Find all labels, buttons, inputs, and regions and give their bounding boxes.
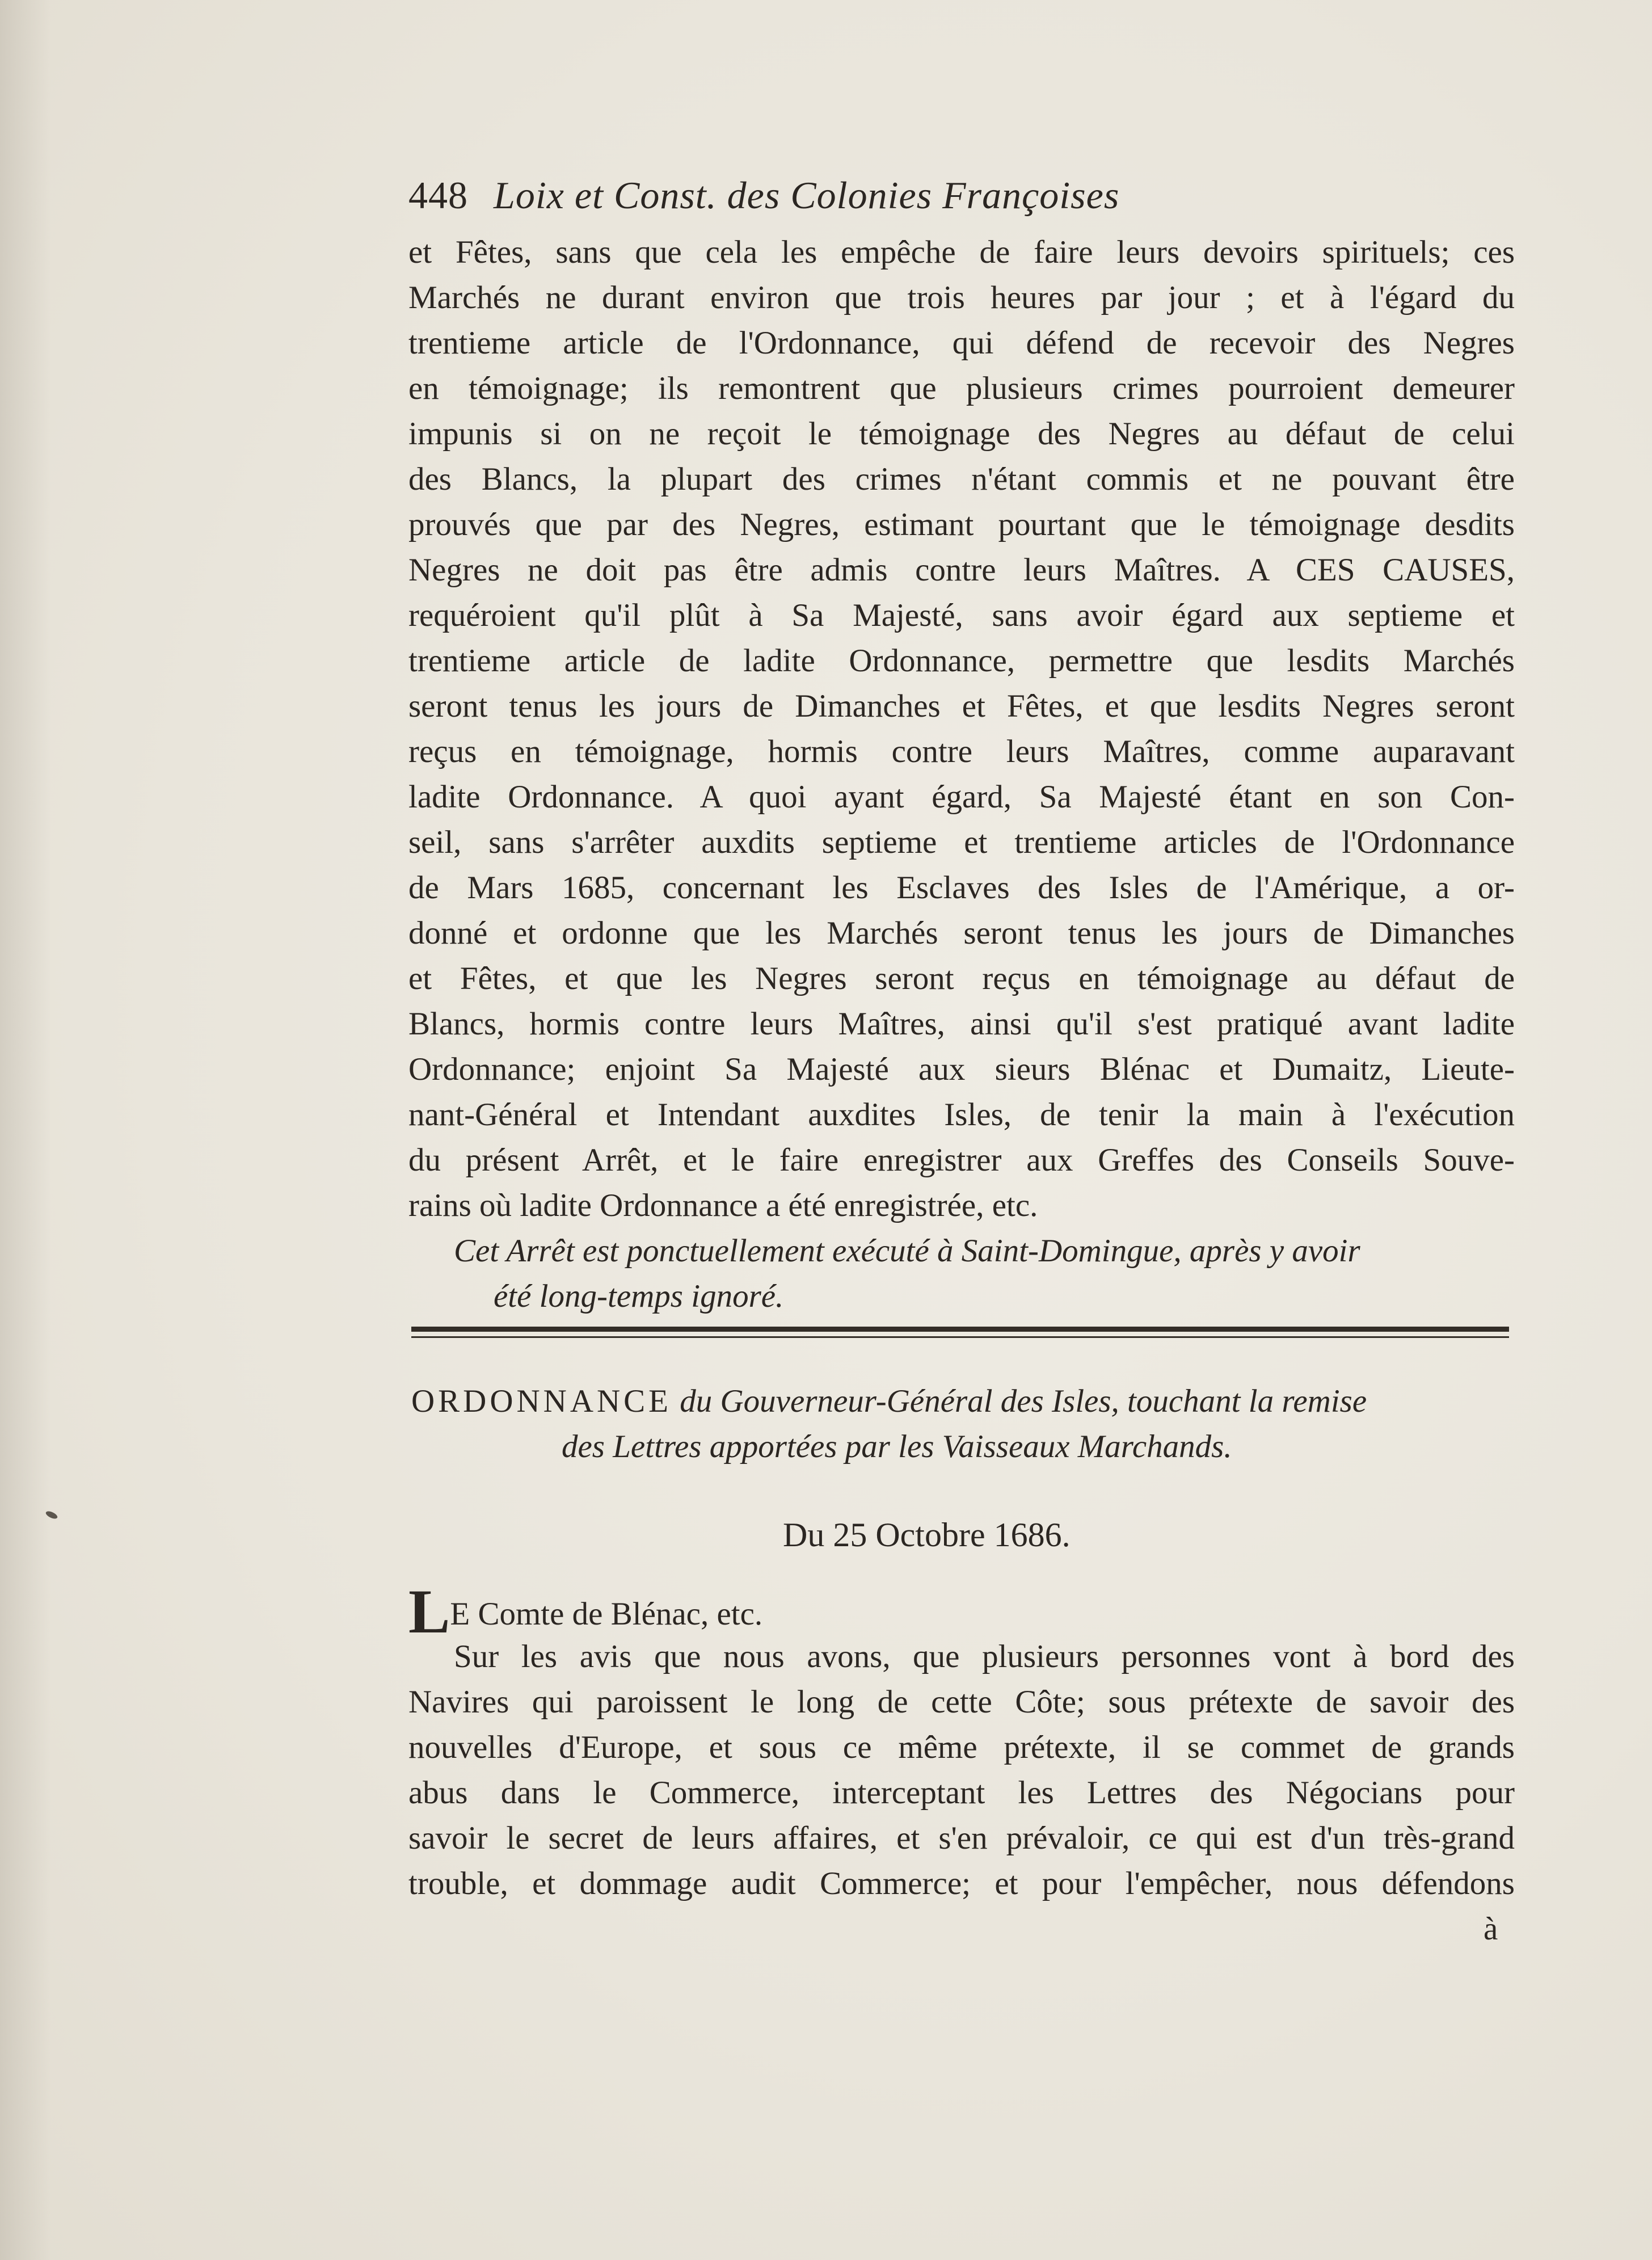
text-line: rains où ladite Ordonnance a été enregistrée, etc.	[408, 1188, 1038, 1223]
running-head: Loix et Const. des Colonies Françoises	[494, 174, 1120, 217]
text-line: abus dans le Commerce, interceptant les Lettres des Négocians pour	[408, 1775, 1515, 1811]
text-line: trentieme article de ladite Ordonnance, permettre que lesdits Marchés	[408, 643, 1515, 679]
note-line-2: été long-temps ignoré.	[494, 1278, 784, 1314]
text-line: Negres ne doit pas être admis contre leurs Maîtres. A CES CAUSES,	[408, 552, 1515, 588]
drop-cap: L	[408, 1577, 450, 1646]
text-line: et Fêtes, et que les Negres seront reçus en témoignage au défaut de	[408, 961, 1515, 996]
text-line: Navires qui paroissent le long de cette Côte; sous prétexte de savoir des	[408, 1684, 1515, 1720]
opening-text: E Comte de Blénac, etc.	[450, 1596, 763, 1632]
text-line: prouvés que par des Negres, estimant pourtant que le témoignage desdits	[408, 507, 1515, 542]
text-line: Sur les avis que nous avons, que plusieurs personnes vont à bord des	[454, 1639, 1515, 1674]
section-rule	[411, 1327, 1509, 1332]
text-line: de Mars 1685, concernant les Esclaves des Isles de l'Amérique, a or-	[408, 870, 1515, 906]
note-line-1: Cet Arrêt est ponctuellement exécuté à Saint-Domingue, après y avoir	[454, 1233, 1360, 1269]
text-line: impunis si on ne reçoit le témoignage des Negres au défaut de celui	[408, 416, 1515, 452]
section-rule-thin	[411, 1336, 1509, 1338]
text-line: en témoignage; ils remontrent que plusieurs crimes pourroient demeurer	[408, 371, 1515, 406]
ordonnance-date: Du 25 Octobre 1686.	[783, 1516, 1071, 1554]
text-line: reçus en témoignage, hormis contre leurs Maîtres, comme auparavant	[408, 734, 1515, 769]
text-line: donné et ordonne que les Marchés seront tenus les jours de Dimanches	[408, 915, 1515, 951]
text-line: nant-Général et Intendant auxdites Isles, de tenir la main à l'exécution	[408, 1097, 1515, 1133]
ordonnance-opening	[408, 1577, 763, 1646]
text-line: trouble, et dommage audit Commerce; et pour l'empêcher, nous défendons	[408, 1866, 1515, 1901]
text-line: du présent Arrêt, et le faire enregistrer aux Greffes des Conseils Souve-	[408, 1142, 1515, 1178]
text-line: des Blancs, la plupart des crimes n'étant commis et ne pouvant être	[408, 461, 1515, 497]
text-line: seil, sans s'arrêter auxdits septieme et trentieme articles de l'Ordonnance	[408, 824, 1515, 860]
ordonnance-title-word: ORDONNANCE	[411, 1383, 672, 1419]
page-header	[408, 173, 1274, 224]
text-line: ladite Ordonnance. A quoi ayant égard, Sa Majesté étant en son Con-	[408, 779, 1515, 815]
text-line: nouvelles d'Europe, et sous ce même prétexte, il se commet de grands	[408, 1729, 1515, 1765]
text-line: savoir le secret de leurs affaires, et s'en prévaloir, ce qui est d'un très-grand	[408, 1820, 1515, 1856]
ordonnance-title	[411, 1379, 1367, 1424]
ordonnance-title-rest: du Gouverneur-Général des Isles, touchant la remise	[680, 1383, 1367, 1419]
ordonnance-title-line-2: des Lettres apportées par les Vaisseaux Marchands.	[562, 1429, 1232, 1464]
text-line: Ordonnance; enjoint Sa Majesté aux sieurs Blénac et Dumaitz, Lieute-	[408, 1051, 1515, 1087]
catchword: à	[1484, 1911, 1498, 1947]
text-line: Blancs, hormis contre leurs Maîtres, ainsi qu'il s'est pratiqué avant ladite	[408, 1006, 1515, 1042]
text-line: Marchés ne durant environ que trois heures par jour ; et à l'égard du	[408, 280, 1515, 315]
page-number: 448	[408, 174, 468, 217]
binding-shadow	[0, 0, 51, 2260]
text-line: seront tenus les jours de Dimanches et Fêtes, et que lesdits Negres seront	[408, 688, 1515, 724]
text-line: trentieme article de l'Ordonnance, qui défend de recevoir des Negres	[408, 325, 1515, 361]
text-line: et Fêtes, sans que cela les empêche de faire leurs devoirs spirituels; ces	[408, 234, 1515, 270]
text-line: requéroient qu'il plût à Sa Majesté, sans avoir égard aux septieme et	[408, 597, 1515, 633]
